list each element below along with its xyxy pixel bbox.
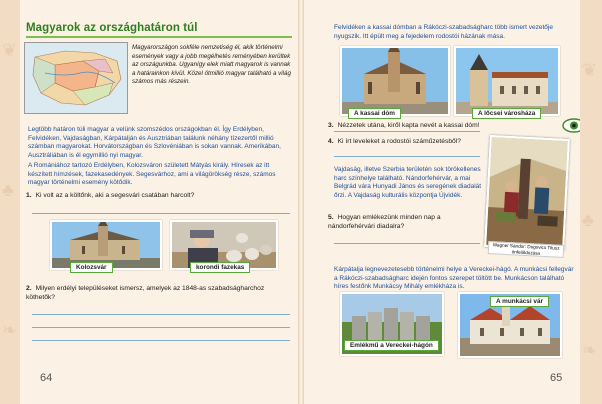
mushroom-doodle-icon: ♣ (2, 180, 14, 200)
left-page (20, 0, 298, 404)
photo-caption: A munkácsi vár (490, 296, 549, 307)
question-text: Ki volt az a költőnk, aki a segesvári csatában harcolt? (35, 192, 195, 199)
question-2 (26, 285, 288, 302)
page-title: Magyarok az országhatáron túl (26, 22, 198, 34)
eye-icon (562, 118, 580, 133)
photo-caption: A lőcsei városháza (472, 108, 541, 119)
question-text: Milyen erdélyi településeket ismersz, amelyek az 1848-as szabadságharchoz köthetők? (26, 285, 265, 301)
answer-line[interactable] (32, 340, 290, 341)
question-number: 4. (328, 138, 334, 145)
photo-caption: korondi fazekas (190, 262, 250, 273)
right-page (304, 0, 580, 404)
question-4 (328, 138, 488, 147)
painting-caption: Wagner Sándor: Dugovics Titusz önfeláldozása (488, 241, 565, 258)
paragraph-vajdasag: Vajdaság, illetve Szerbia területén sok törökellenes harc színhelye található. Nándorfehérvár, a mai Belgrád vára Hunyadi János és seregének diadalát őrzi. A Vajdaság kulturális központja Újvidék. (334, 166, 482, 199)
photo-caption: Kolozsvár (70, 262, 113, 273)
answer-line[interactable] (32, 314, 290, 315)
map-image (24, 42, 128, 114)
intro-text: Magyarországon sokféle nemzetiség él, akik történelmi események vagy a jobb megélhetés reményében kerültek az országunkba. Ugyanígy elek miatt magyarok is vannak a határainkon kívül. Közel ötmillió magyar található a világ számos más részein. (132, 44, 291, 86)
question-1 (26, 192, 292, 201)
answer-line[interactable] (334, 156, 480, 157)
page-number: 64 (40, 372, 53, 384)
question-text: Hogyan emlékezünk minden nap a nándorfehérvári diadalra? (328, 214, 441, 230)
answer-line[interactable] (32, 213, 290, 214)
answer-line[interactable] (334, 243, 480, 244)
question-text: Ki írt leveleket a rodostói száműzetésből? (337, 138, 461, 145)
question-5 (328, 214, 480, 231)
paragraph-transylvania: A Romániához tartozó Erdélyben, Kolozsváron született Mátyás király. Híresek az itt készített hímzések, fazekasedények. Segesvárhoz, ami a világörökség része, számos magyar történelmi esemény kötődik. (28, 162, 276, 187)
photo-caption: Emlékmű a Vereckei-hágón (344, 340, 439, 351)
paragraph-karpatalja: Kárpátalja legnevezetesebb történelmi helye a Vereckei-hágó. A munkácsi fellegvár a Rákóczi-szabadságharc idején fontos szerepet töltött be. Munkácson található híres festőnk Munkácsy Mihály emlékháza is. (334, 266, 574, 291)
kassa-cathedral-photo (340, 46, 450, 116)
question-number: 5. (328, 214, 334, 221)
paragraph-felvidek: Felvidéken a kassai dómban a Rákóczi-szabadságharc több ismert vezetője nyugszik. Itt épült meg a fejedelem rodostói házának mása. (334, 24, 553, 40)
locse-townhall-photo (454, 46, 560, 116)
painting-image (484, 135, 570, 251)
question-number: 3. (328, 122, 334, 129)
leaf-doodle-icon: ❦ (2, 40, 18, 60)
paragraph-hungarians-abroad: Legtöbb határon túli magyar a velünk szomszédos országokban él. Így Erdélyben, Felvidéken, Vajdaságban, Kárpátalján és Ausztriában találunk néhány tízezertől millió számban magyarokat. Horvátországban és Szlovéniában is sokan vannak. Amerikában, Ausztráliában is él egymillió nyi magyar. (28, 126, 281, 159)
question-3 (328, 122, 558, 131)
leaf-doodle-icon: ❧ (582, 340, 598, 360)
answer-line[interactable] (334, 131, 480, 132)
question-number: 2. (26, 285, 32, 292)
leaf-doodle-icon: ❦ (582, 60, 598, 80)
leaf-doodle-icon: ❧ (2, 320, 18, 340)
mushroom-doodle-icon: ♣ (582, 210, 594, 230)
answer-line[interactable] (32, 327, 290, 328)
photo-caption: A kassai dóm (348, 108, 401, 119)
title-divider (26, 36, 292, 38)
page-number: 65 (550, 372, 563, 384)
question-number: 1. (26, 192, 32, 199)
question-text: Nézzetek utána, kiről kapta nevét a kassai dóm! (337, 122, 480, 129)
